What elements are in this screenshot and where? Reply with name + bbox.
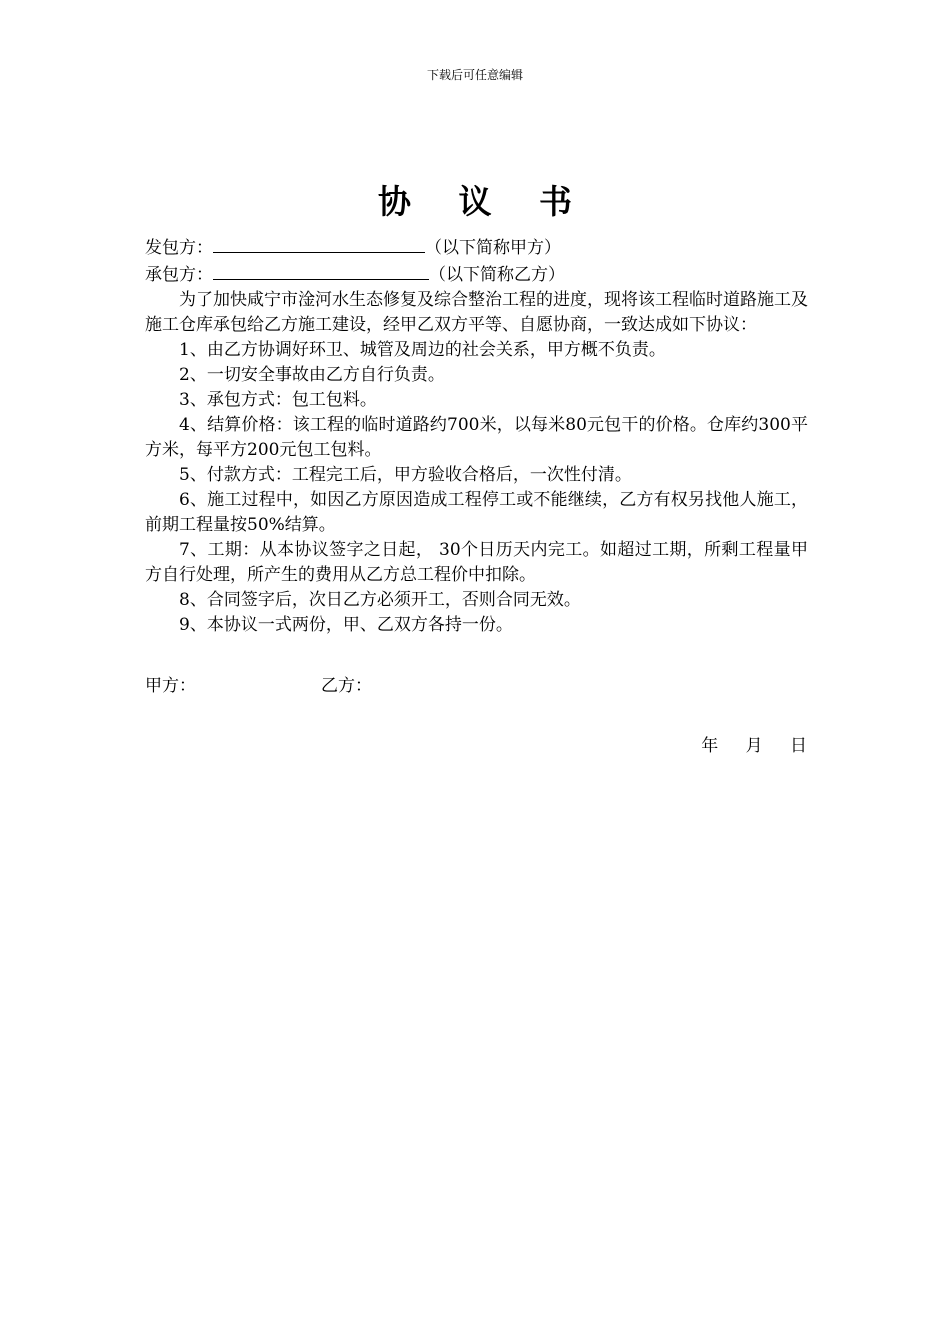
clause-4: 4、结算价格：该工程的临时道路约700米，以每米80元包干的价格。仓库约300平方米，每平方200元包工包料。	[145, 415, 808, 460]
contractor-suffix: （以下简称甲方）	[425, 238, 561, 258]
clause-1: 1、由乙方协调好环卫、城管及周边的社会关系，甲方概不负责。	[179, 340, 666, 360]
clause-6: 6、施工过程中，如因乙方原因造成工程停工或不能继续，乙方有权另找他人施工，前期工程量按50%结算。	[145, 490, 808, 535]
contractor-label: 发包方：	[145, 238, 213, 258]
subcontractor-label: 承包方：	[145, 265, 213, 285]
agreement-body	[145, 234, 808, 638]
clause-3: 3、承包方式：包工包料。	[179, 390, 377, 410]
party-a-signature: 甲方：	[145, 676, 196, 696]
date-year: 年	[701, 736, 719, 756]
contractor-line	[145, 234, 808, 261]
clause-5: 5、付款方式：工程完工后，甲方验收合格后，一次性付清。	[179, 465, 632, 485]
date-month: 月	[745, 736, 763, 756]
subcontractor-line	[145, 261, 808, 288]
subcontractor-blank	[213, 261, 429, 280]
intro-paragraph: 为了加快咸宁市淦河水生态修复及综合整治工程的进度，现将该工程临时道路施工及施工仓库承包给乙方施工建设，经甲乙双方平等、自愿协商，一致达成如下协议：	[145, 290, 808, 335]
date-line	[701, 734, 807, 759]
clause-2: 2、一切安全事故由乙方自行负责。	[179, 365, 445, 385]
header-note: 下载后可任意编辑	[426, 68, 523, 82]
signature-row	[145, 674, 372, 699]
clause-8: 8、合同签字后，次日乙方必须开工，否则合同无效。	[179, 590, 581, 610]
subcontractor-suffix: （以下简称乙方）	[429, 265, 565, 285]
contractor-blank	[213, 234, 425, 253]
clause-9: 9、本协议一式两份，甲、乙双方各持一份。	[179, 615, 513, 635]
date-day: 日	[790, 736, 807, 756]
clause-7: 7、工期：从本协议签字之日起， 30个日历天内完工。如超过工期，所剩工程量甲方自行处理，所产生的费用从乙方总工程价中扣除。	[145, 540, 808, 585]
party-b-signature: 乙方：	[321, 676, 372, 696]
document-title: 协 议 书	[378, 182, 590, 221]
